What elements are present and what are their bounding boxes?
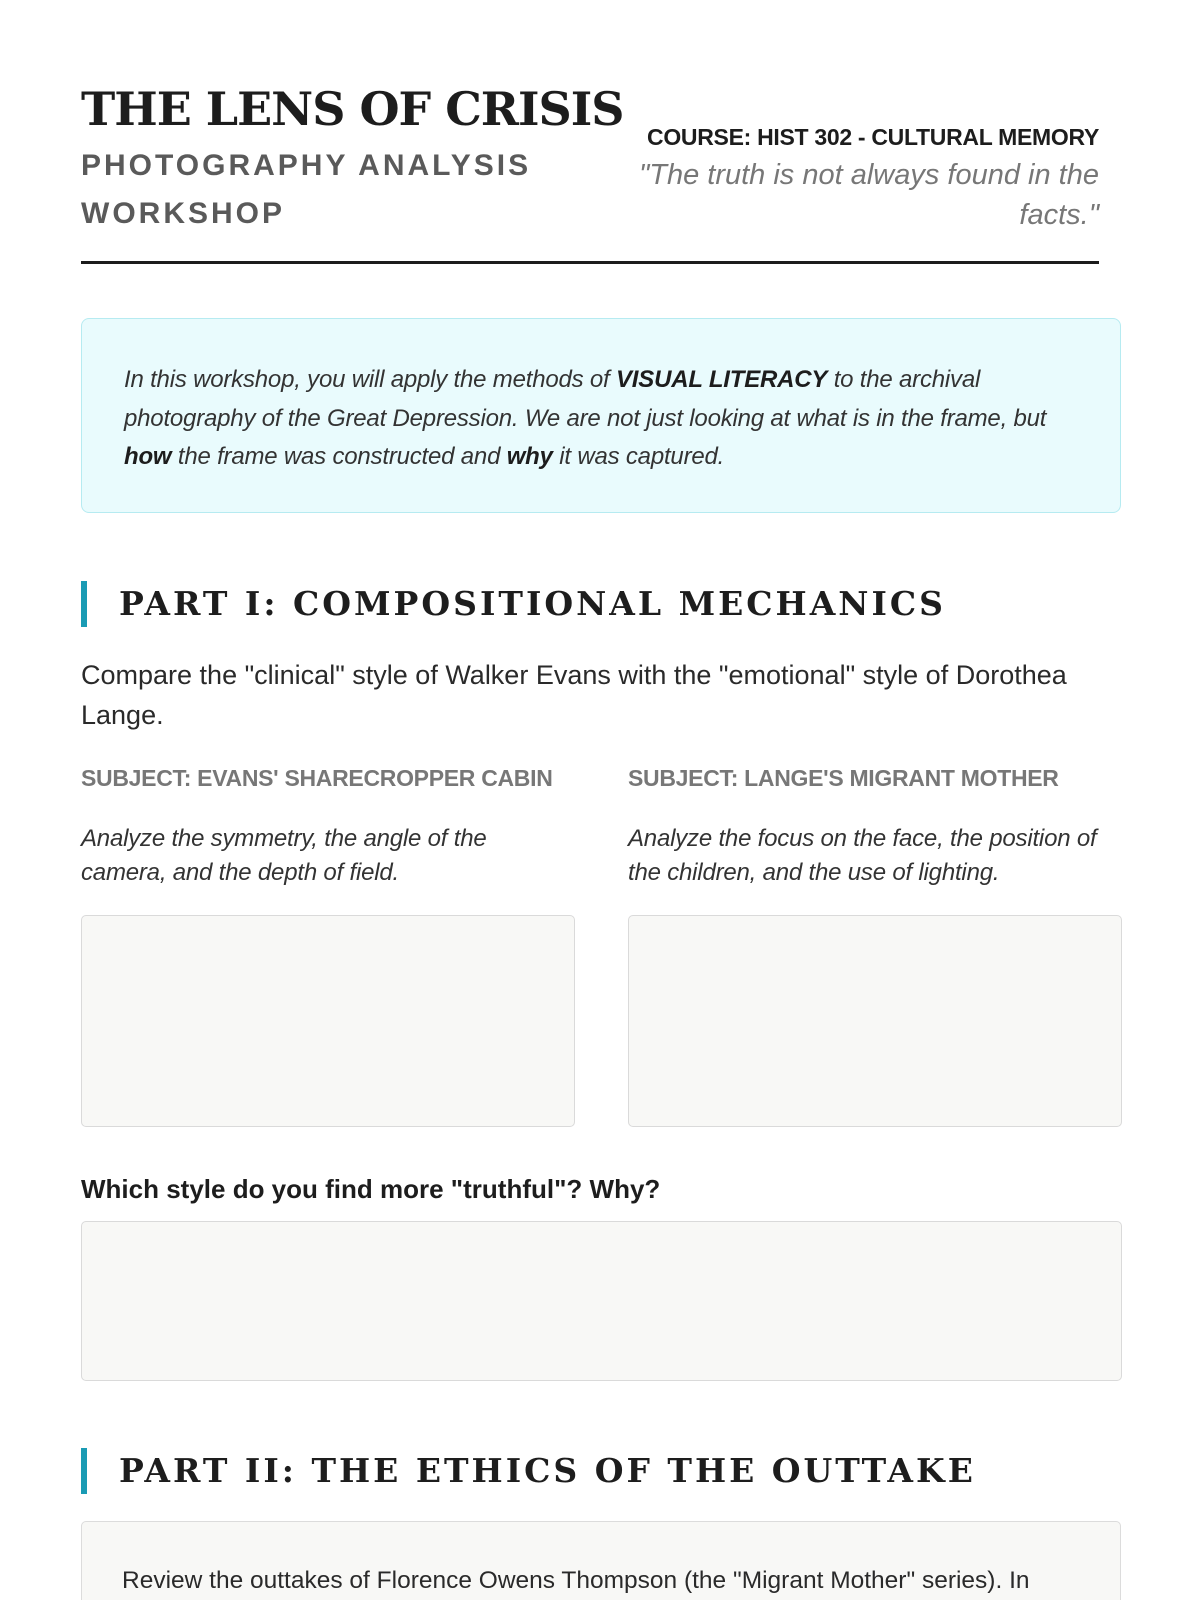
intro-text: to the archival photography of the Great Depression. We are not just looking at what is in the frame, but xyxy=(124,366,1047,432)
section-title-part-1: PART I: COMPOSITIONAL MECHANICS xyxy=(81,581,946,627)
page-title: THE LENS OF CRISIS xyxy=(81,82,624,136)
lange-prompt: Analyze the focus on the face, the position of the children, and the use of lighting. xyxy=(628,825,1097,886)
lange-column xyxy=(628,760,1122,886)
intro-callout xyxy=(81,318,1121,513)
part-1-instructions: Compare the "clinical" style of Walker Evans with the "emotional" style of Dorothea Lange. xyxy=(81,660,1067,730)
intro-emphasis-why: why xyxy=(506,443,553,470)
lange-answer-box[interactable] xyxy=(628,915,1122,1127)
evans-answer-box[interactable] xyxy=(81,915,575,1127)
evans-prompt: Analyze the symmetry, the angle of the camera, and the depth of field. xyxy=(81,825,487,886)
evans-subject-label: SUBJECT: EVANS' SHARECROPPER CABIN xyxy=(81,765,553,791)
outtake-review-box xyxy=(81,1521,1121,1600)
worksheet-header xyxy=(81,0,1099,264)
section-title-part-2: PART II: THE ETHICS OF THE OUTTAKE xyxy=(81,1448,976,1494)
intro-emphasis-how: how xyxy=(124,443,172,470)
intro-text: In this workshop, you will apply the methods of xyxy=(124,366,616,393)
evans-column xyxy=(81,760,575,886)
intro-emphasis-visual-literacy: VISUAL LITERACY xyxy=(616,366,828,393)
truthful-answer-box[interactable] xyxy=(81,1221,1122,1381)
intro-text: the frame was constructed and xyxy=(171,443,507,470)
outtake-review-text: Review the outtakes of Florence Owens Thompson (the "Migrant Mother" series). In xyxy=(122,1567,1030,1594)
truthful-question: Which style do you find more "truthful"? Why? xyxy=(81,1174,661,1204)
intro-text: it was captured. xyxy=(552,443,725,470)
header-quote: "The truth is not always found in the facts." xyxy=(638,159,1099,231)
course-label: COURSE: HIST 302 - CULTURAL MEMORY xyxy=(647,124,1099,150)
page-subtitle: PHOTOGRAPHY ANALYSIS WORKSHOP xyxy=(81,149,532,230)
lange-subject-label: SUBJECT: LANGE'S MIGRANT MOTHER xyxy=(628,765,1059,791)
